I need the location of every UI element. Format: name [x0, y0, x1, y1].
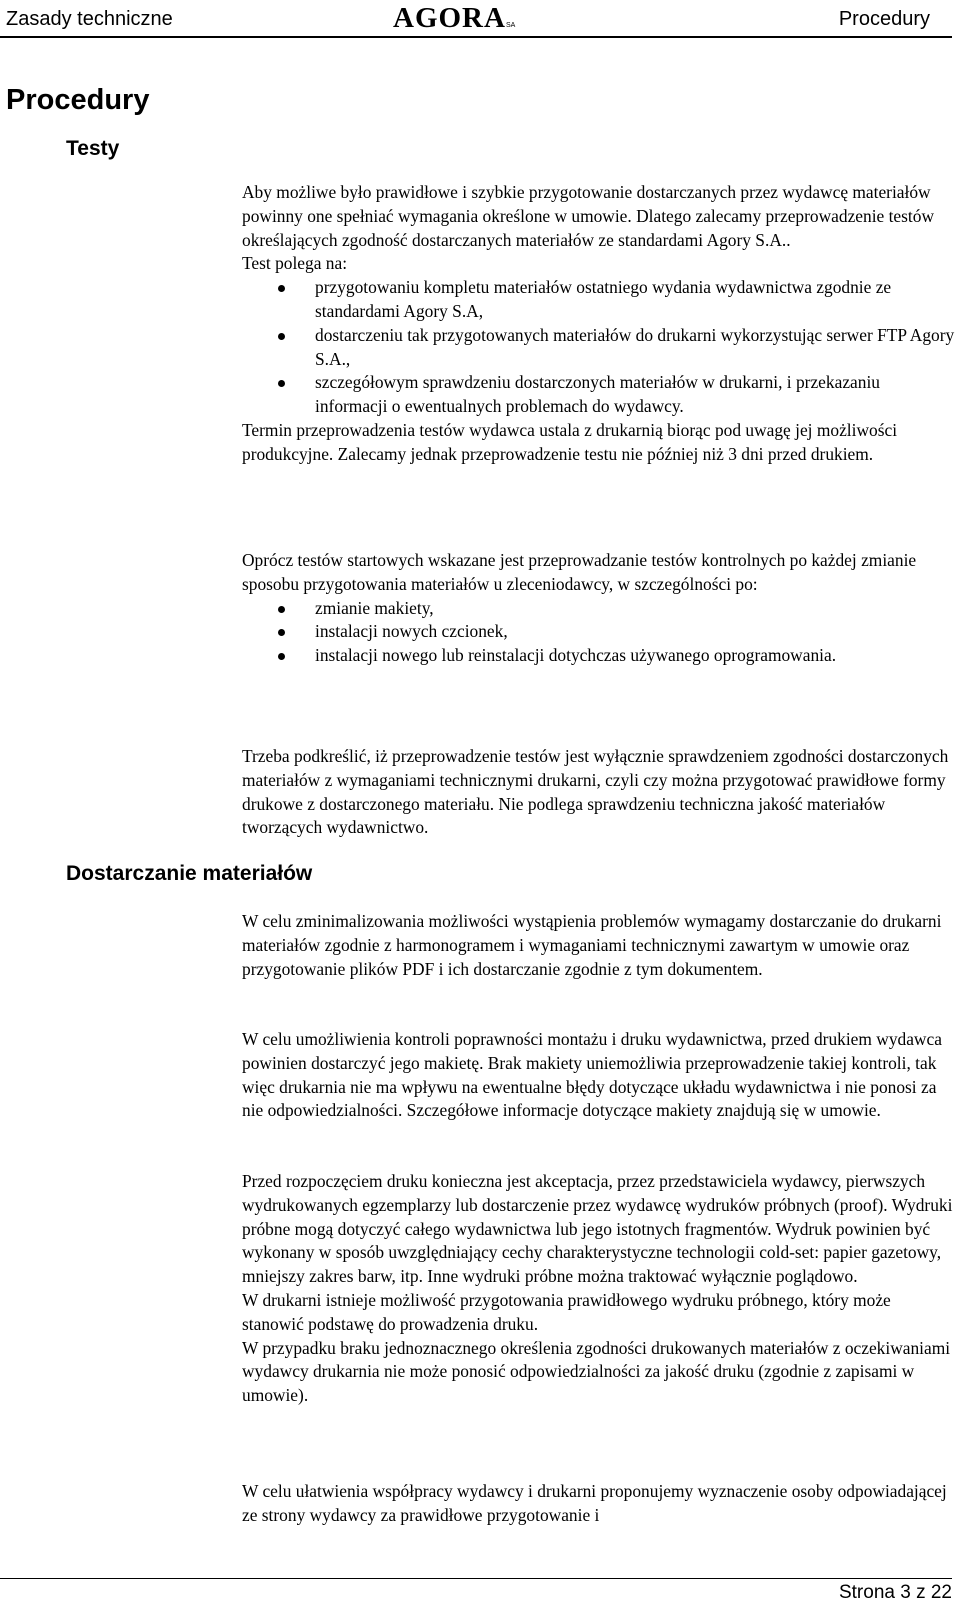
list-item: zmianie makiety,: [242, 597, 956, 621]
agora-logo: [393, 2, 523, 32]
footer-divider: [0, 1578, 952, 1579]
logo-suffix: SA: [505, 22, 516, 29]
paragraph: Test polega na:: [242, 253, 348, 274]
paragraph: W celu zminimalizowania możliwości wystąpienia problemów wymagamy dostarczanie do drukarni materiałów zgodnie z harmonogramem i wymaganiami technicznymi zawartym w umowie oraz przygotowanie plików PDF i ich dostarczanie zgodnie z tym dokumentem.: [242, 911, 942, 979]
paragraph: W przypadku braku jednoznacznego określenia zgodności drukowanych materiałów z oczekiwaniami wydawcy drukarnia nie może ponosić odpowiedzialności za jakość druku (zgodnie z zapisami w umowie).: [242, 1337, 951, 1406]
section-heading-dostarczanie: Dostarczanie materiałów: [66, 862, 313, 885]
header-divider: [0, 36, 952, 38]
control-tests-block: [242, 549, 956, 668]
paragraph: W celu umożliwienia kontroli poprawności montażu i druku wydawnictwa, przed drukiem wydawca powinien dostarczyć jego makietę. Brak makiety uniemożliwia przeprowadzenie takiej kontroli, tak więc drukarnia nie ma wpływu na ewentualne błędy dotyczące układu wydawnictwa i nie ponosi za nie odpowiedzialności. Szczegółowe informacje dotyczące makiety znajdują się w umowie.: [242, 1029, 942, 1121]
list-item: instalacji nowego lub reinstalacji dotychczas używanego oprogramowania.: [242, 644, 956, 668]
logo-text: AGORA: [393, 2, 506, 34]
header-document-title: Zasady techniczne: [6, 8, 173, 30]
section-heading-testy: Testy: [66, 137, 120, 160]
control-tests-list: [242, 597, 956, 668]
paragraph: W drukarni istnieje możliwość przygotowania prawidłowego wydruku próbnego, który może stanowić podstawę do prowadzenia druku.: [242, 1289, 891, 1334]
list-item: szczegółowym sprawdzeniu dostarczonych materiałów w drukarni, i przekazaniu informacji o ewentualnych problemach do wydawcy.: [242, 371, 956, 419]
test-steps-list: [242, 276, 956, 419]
page-title: Procedury: [6, 84, 150, 116]
paragraph: Aby możliwe było prawidłowe i szybkie przygotowanie dostarczanych przez wydawcę materiałów powinny one spełniać wymagania określone w umowie. Dlatego zalecamy przeprowadzenie testów określających zgodność dostarczanych materiałów ze standardami Agory S.A..: [242, 182, 934, 250]
paragraph: Trzeba podkreślić, iż przeprowadzenie testów jest wyłącznie sprawdzeniem zgodności dostarczonych materiałów z wymaganiami technicznymi drukarni, czyli czy można przygotować prawidłowe formy drukowe z dostarczonego materiału. Nie podlega sprawdzeniu techniczna jakość materiałów tworzących wydawnictwo.: [242, 746, 949, 838]
list-item: przygotowaniu kompletu materiałów ostatniego wydania wydawnictwa zgodnie ze standardami Agory S.A,: [242, 276, 956, 324]
delivery-proof-block: [242, 1170, 956, 1408]
delivery-paragraph-2: [242, 1028, 956, 1123]
paragraph: W celu ułatwienia współpracy wydawcy i drukarni proponujemy wyznaczenie osoby odpowiadającej ze strony wydawcy za prawidłowe przygotowanie i: [242, 1481, 947, 1525]
page-number: Strona 3 z 22: [838, 1582, 952, 1603]
delivery-paragraph-1: [242, 910, 956, 981]
tests-note-block: [242, 745, 956, 840]
paragraph: Termin przeprowadzenia testów wydawca ustala z drukarnią biorąc pod uwagę jej możliwości produkcyjne. Zalecamy jednak przeprowadzenie testu nie później niż 3 dni przed drukiem.: [242, 419, 898, 464]
list-item: instalacji nowych czcionek,: [242, 620, 956, 644]
list-item: dostarczeniu tak przygotowanych materiałów do drukarni wykorzystując serwer FTP Agory S.A.,: [242, 324, 956, 372]
paragraph: Oprócz testów startowych wskazane jest przeprowadzanie testów kontrolnych po każdej zmianie sposobu przygotowania materiałów u zleceniodawcy, w szczególności po:: [242, 550, 917, 594]
header-section-title: Procedury: [838, 8, 930, 30]
delivery-paragraph-last: [242, 1480, 956, 1528]
paragraph: Przed rozpoczęciem druku konieczna jest akceptacja, przez przedstawiciela wydawcy, pierwszych wydrukowanych egzemplarzy lub dostarczenie przez wydawcę wydruków próbnych (proof). Wydruki próbne mogą dotyczyć całego wydawnictwa lub jego istotnych fragmentów. Wydruk powinien być wykonany w sposób uwzględniający cechy charakterystyczne technologii cold-set: papier gazetowy, mniejszy zakres barw, itp. Inne wydruki próbne można traktować wyłącznie poglądowo.: [242, 1171, 953, 1287]
testy-intro-block: [242, 181, 956, 467]
